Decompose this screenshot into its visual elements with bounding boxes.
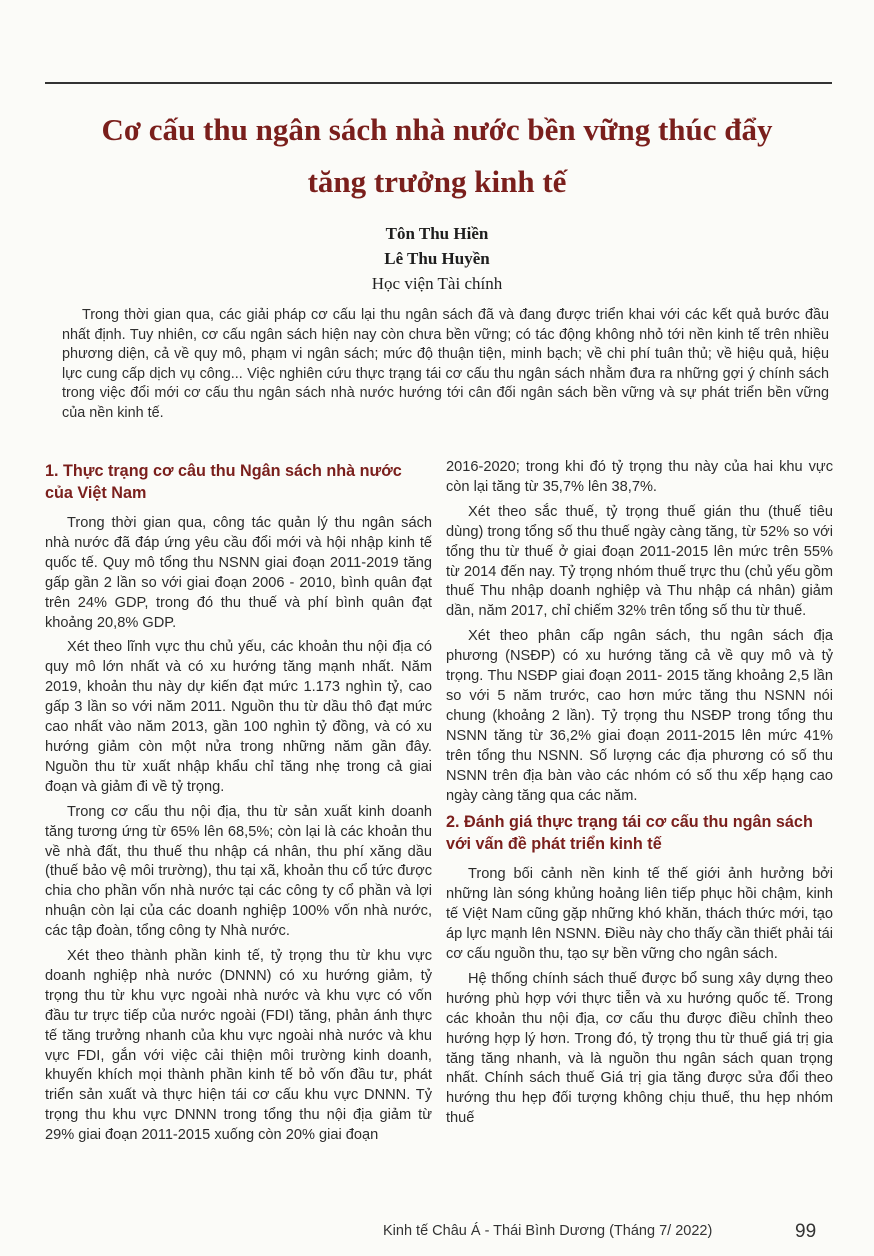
title-line-1: Cơ cấu thu ngân sách nhà nước bền vững thúc đẩy [101, 112, 773, 147]
title-line-2: tăng trưởng kinh tế [307, 164, 567, 199]
page-number: 99 [795, 1221, 817, 1242]
header-rule [45, 82, 832, 84]
paragraph: Xét theo phân cấp ngân sách, thu ngân sách địa phương (NSĐP) có xu hướng tăng cả về quy mô và tỷ trọng. Thu NSĐP giai đoạn 2011- 2015 tăng khoảng 2,5 lần so với 5 năm trước, cao hơn mức tăng thu NSNN nói chung (khoảng 2 lần). Tỷ trọng thu NSĐP trong tổng thu NSNN tăng từ 36,2% giai đoạn 2011-2015 lên mức 41% trên tổng thu NSNN. Số lượng các địa phương có số thu NSNN trên địa bàn vào các nhóm có số thu xếp hạng cao ngày càng tăng qua các năm. [446, 628, 833, 804]
abstract: Trong thời gian qua, các giải pháp cơ cấu lại thu ngân sách đã và đang được triển khai với các kết quả bước đầu nhất định. Tuy nhiên, cơ cấu ngân sách hiện nay còn chưa bền vững; có tác động không nhỏ tới nền kinh tế trên nhiều phương diện, cả về quy mô, phạm vi ngân sách; mức độ thuận tiện, minh bạch; về chi phí tuân thủ; về hiệu quả, hiệu lực cung cấp dịch vụ công... Việc nghiên cứu thực trạng tái cơ cấu thu ngân sách nhằm đưa ra những gợi ý chính sách trong việc đổi mới cơ cấu thu ngân sách nhà nước hướng tới cân đối ngân sách bền vững và sự phát triển bền vững của nền kinh tế. [62, 307, 829, 421]
author-name: Lê Thu Huyền [384, 249, 490, 268]
paragraph: 2016-2020; trong khi đó tỷ trọng thu này của hai khu vực còn lại tăng từ 35,7% lên 38,7%. [446, 459, 833, 495]
author-name: Tôn Thu Hiền [385, 224, 489, 243]
section-heading-1: 1. Thực trạng cơ câu thu Ngân sách nhà nước của Việt Nam [45, 462, 402, 502]
paragraph: Xét theo thành phần kinh tế, tỷ trọng thu từ khu vực doanh nghiệp nhà nước (DNNN) có xu hướng giảm, tỷ trọng thu từ khu vực ngoài nhà nước và khu vực có vốn đầu tư trực tiếp của nước ngoài (FDI) tăng, phản ánh thực tế tăng trưởng nhanh của khu vực ngoài nhà nước và khu vực FDI, gắn với việc cải thiện môi trường kinh doanh, khuyến khích mọi thành phần kinh tế bỏ vốn đầu tư, phát triển sản xuất và thực hiện tái cơ cấu khu vực DNNN. Tỷ trọng thu khu vực DNNN trong tổng thu nội địa giảm từ 29% giai đoạn 2011-2015 xuống còn 20% giai đoạn [45, 948, 432, 1144]
paragraph: Trong cơ cấu thu nội địa, thu từ sản xuất kinh doanh tăng tương ứng từ 65% lên 68,5%; còn lại là các khoản thu về nhà đất, thu thuế thu nhập cá nhân, thu phí xăng dầu (thuế bảo vệ môi trường), thu tại xã, khoản thu cổ tức được chia cho phần vốn nhà nước tại các công ty cổ phần và lợi nhuận còn lại của các doanh nghiệp 100% vốn nhà nước, các tập đoàn, tổng công ty Nhà nước. [45, 803, 432, 940]
affiliation: Học viện Tài chính [371, 274, 503, 293]
section-heading-2: 2. Đánh giá thực trạng tái cơ cấu thu ngân sách với vấn đề phát triển kinh tế [446, 813, 813, 854]
paragraph: Xét theo sắc thuế, tỷ trọng thuế gián thu (thuế tiêu dùng) trong tổng số thu thuế ngày càng tăng, từ 52% so với tổng thu từ thuế ở giai đoạn 2011-2015 lên mức trên 55% từ 2014 đến nay. Tỷ trọng nhóm thuế trực thu (chủ yếu gồm thuế Thu nhập doanh nghiệp và Thu nhập cá nhân) giảm dần, năm 2017, chỉ chiếm 32% trên tổng số thu từ thuế. [446, 503, 833, 620]
author-block [0, 221, 874, 296]
paragraph: Trong thời gian qua, công tác quản lý thu ngân sách nhà nước đã đáp ứng yêu cầu đổi mới và hội nhập kinh tế quốc tế. Quy mô tổng thu NSNN giai đoạn 2011-2019 tăng gấp gần 2 lần so với giai đoạn 2006 - 2010, bình quân đạt trên 24% GDP, trong đó thu thuế và phí bình quân đạt khoảng 20,8% GDP. [45, 515, 432, 631]
paragraph: Xét theo lĩnh vực thu chủ yếu, các khoản thu nội địa có quy mô lớn nhất và có xu hướng tăng mạnh nhất. Năm 2019, khoản thu này dự kiến đạt mức 1.173 nghìn tỷ, cao gấp 3 lần so với năm 2011. Nguồn thu từ dầu thô đạt mức cao nhất vào năm 2013, gần 100 nghìn tỷ đồng, và có xu hướng giảm còn một nửa trong những năm gần đây. Nguồn thu từ xuất nhập khẩu chỉ tăng nhẹ trong cả giai đoạn và giảm đi về tỷ trọng. [45, 639, 432, 795]
journal-name: Kinh tế Châu Á - Thái Bình Dương (Tháng 7/ 2022) [383, 1223, 713, 1239]
paragraph: Hệ thống chính sách thuế được bổ sung xây dựng theo hướng phù hợp với thực tiễn và xu hướng quốc tế. Trong các khoản thu nội địa, cơ cấu thu được điều chỉnh theo hướng hợp lý hơn. Trong đó, tỷ trọng thu từ thuế giá trị gia tăng tăng nhanh, và là nguồn thu ngân sách quan trọng nhất. Chính sách thuế Giá trị gia tăng được sửa đổi theo hướng thu hẹp đối tượng không chịu thuế, thu hẹp nhóm thuế [446, 970, 833, 1127]
right-column [446, 458, 833, 1134]
paragraph: Trong bối cảnh nền kinh tế thế giới ảnh hưởng bởi những làn sóng khủng hoảng liên tiếp phục hồi chậm, kinh tế Việt Nam cũng gặp những khó khăn, thách thức mới, tạo áp lực mạnh lên NSNN. Điều này cho thấy cần thiết phải tái cơ cấu nguồn thu, tạo sự bền vững cho ngân sách. [446, 866, 833, 963]
article-title [40, 104, 834, 208]
left-column [45, 458, 432, 1151]
